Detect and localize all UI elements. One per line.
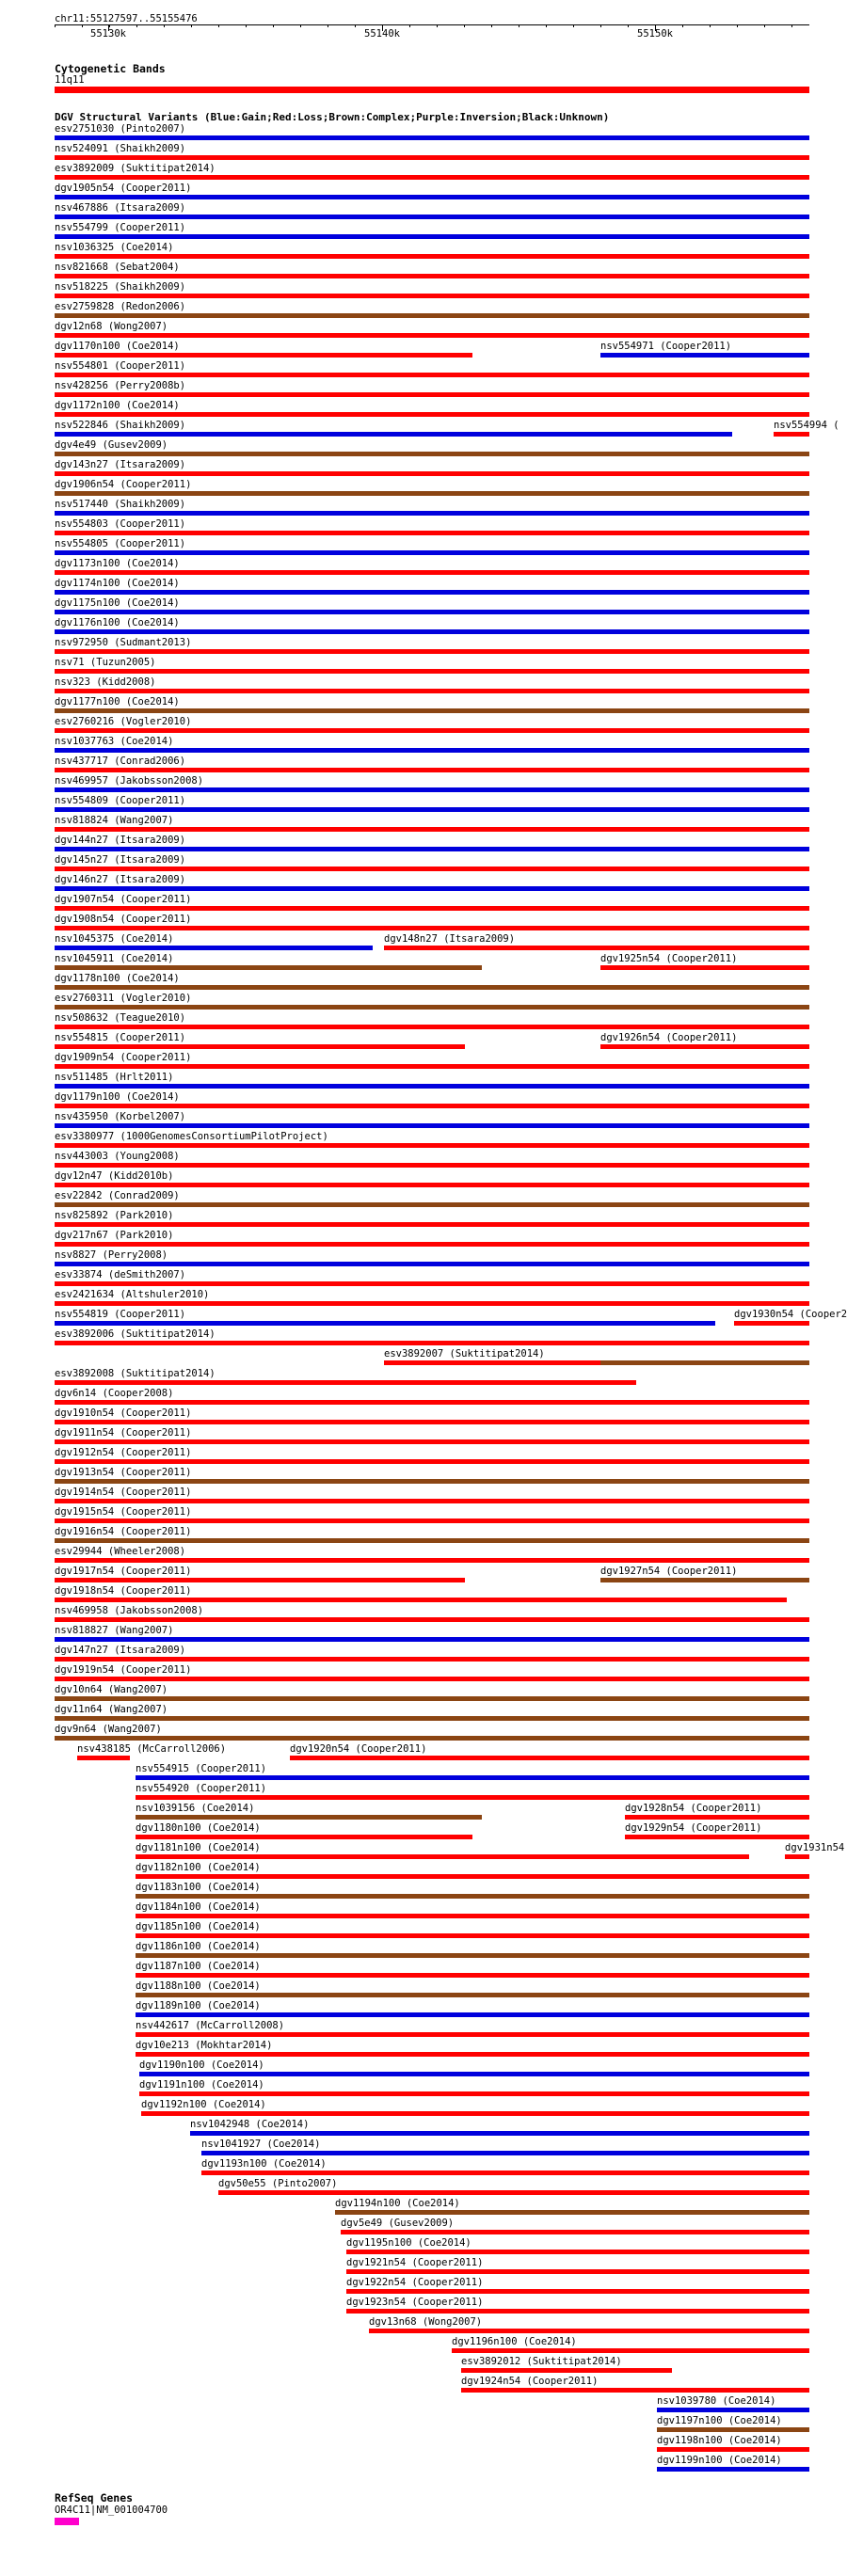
sv-label: dgv1927n54 (Cooper2011) xyxy=(600,1566,738,1577)
sv-bar[interactable] xyxy=(55,353,472,358)
sv-bar[interactable] xyxy=(774,432,809,437)
sv-bar[interactable] xyxy=(55,294,809,298)
sv-bar[interactable] xyxy=(218,2190,809,2195)
sv-label: nsv1039780 (Coe2014) xyxy=(657,2395,776,2407)
sv-label: dgv217n67 (Park2010) xyxy=(55,1230,174,1241)
sv-bar[interactable] xyxy=(734,1321,809,1326)
sv-bar[interactable] xyxy=(55,1183,809,1187)
sv-bar[interactable] xyxy=(55,1400,809,1405)
sv-bar[interactable] xyxy=(55,392,809,397)
sv-bar[interactable] xyxy=(55,1558,809,1563)
sv-bar[interactable] xyxy=(55,768,809,772)
sv-bar[interactable] xyxy=(55,965,482,970)
sv-label: dgv1921n54 (Cooper2011) xyxy=(346,2257,484,2268)
sv-bar[interactable] xyxy=(141,2111,809,2116)
sv-bar[interactable] xyxy=(55,333,809,338)
sv-bar[interactable] xyxy=(657,2467,809,2472)
sv-bar[interactable] xyxy=(55,807,809,812)
sv-label: nsv554809 (Cooper2011) xyxy=(55,795,186,806)
sv-label: nsv818824 (Wang2007) xyxy=(55,815,174,826)
sv-label: nsv518225 (Shaikh2009) xyxy=(55,281,186,293)
sv-label: nsv428256 (Perry2008b) xyxy=(55,380,186,391)
sv-track-title: DGV Structural Variants (Blue:Gain;Red:Loss;Brown:Complex;Purple:Inversion;Black:Unknown) xyxy=(55,111,610,123)
sv-bar[interactable] xyxy=(600,1578,809,1582)
sv-label: dgv1926n54 (Cooper2011) xyxy=(600,1032,738,1043)
ruler-minor-tick xyxy=(218,24,219,27)
ruler-minor-tick xyxy=(246,24,247,27)
sv-bar[interactable] xyxy=(55,570,809,575)
sv-bar[interactable] xyxy=(201,2171,809,2175)
sv-bar[interactable] xyxy=(55,847,809,851)
sv-bar[interactable] xyxy=(55,1202,809,1207)
sv-label: dgv1199n100 (Coe2014) xyxy=(657,2455,782,2466)
sv-bar[interactable] xyxy=(55,1657,809,1662)
sv-label: nsv435950 (Korbel2007) xyxy=(55,1111,186,1122)
sv-label: dgv13n68 (Wong2007) xyxy=(369,2316,483,2328)
sv-bar[interactable] xyxy=(55,1321,715,1326)
ruler-minor-tick xyxy=(628,24,629,27)
sv-bar[interactable] xyxy=(136,1815,482,1820)
sv-label: dgv1919n54 (Cooper2011) xyxy=(55,1664,192,1676)
sv-bar[interactable] xyxy=(55,1341,809,1345)
refseq-gene-bar[interactable] xyxy=(55,2518,79,2525)
sv-bar[interactable] xyxy=(55,1578,465,1582)
sv-label: dgv1184n100 (Coe2014) xyxy=(136,1901,261,1913)
refseq-gene-label: OR4C11|NM_001004700 xyxy=(55,2504,168,2516)
sv-bar[interactable] xyxy=(55,471,809,476)
sv-label: dgv1916n54 (Cooper2011) xyxy=(55,1526,192,1537)
sv-label: dgv1191n100 (Coe2014) xyxy=(139,2079,264,2091)
sv-label: dgv6n14 (Cooper2008) xyxy=(55,1388,174,1399)
ruler-minor-tick xyxy=(546,24,547,27)
sv-label: esv2751030 (Pinto2007) xyxy=(55,123,186,135)
sv-bar[interactable] xyxy=(55,432,732,437)
sv-bar[interactable] xyxy=(136,1894,809,1899)
sv-label: dgv1922n54 (Cooper2011) xyxy=(346,2277,484,2288)
sv-bar[interactable] xyxy=(55,926,809,930)
sv-label: nsv554803 (Cooper2011) xyxy=(55,518,186,530)
sv-label: dgv1915n54 (Cooper2011) xyxy=(55,1506,192,1518)
sv-bar[interactable] xyxy=(55,234,809,239)
sv-bar[interactable] xyxy=(55,491,809,496)
sv-bar[interactable] xyxy=(346,2309,809,2314)
sv-label: dgv1178n100 (Coe2014) xyxy=(55,973,180,984)
sv-bar[interactable] xyxy=(55,906,809,911)
sv-bar[interactable] xyxy=(55,1104,809,1108)
sv-bar[interactable] xyxy=(55,985,809,990)
sv-label: dgv5e49 (Gusev2009) xyxy=(341,2218,455,2229)
sv-label: dgv1196n100 (Coe2014) xyxy=(452,2336,577,2347)
sv-bar[interactable] xyxy=(136,1914,809,1918)
sv-bar[interactable] xyxy=(55,274,809,278)
sv-label: dgv12n68 (Wong2007) xyxy=(55,321,168,332)
sv-label: esv33874 (deSmith2007) xyxy=(55,1269,186,1280)
sv-bar[interactable] xyxy=(55,689,809,693)
sv-label: dgv50e55 (Pinto2007) xyxy=(218,2178,338,2189)
sv-bar[interactable] xyxy=(785,1854,809,1859)
sv-label: nsv972950 (Sudmant2013) xyxy=(55,637,192,648)
ruler-minor-tick xyxy=(300,24,301,27)
sv-bar[interactable] xyxy=(55,1538,809,1543)
sv-label: dgv1909n54 (Cooper2011) xyxy=(55,1052,192,1063)
sv-bar[interactable] xyxy=(657,2427,809,2432)
ruler-minor-tick xyxy=(191,24,192,27)
sv-bar[interactable] xyxy=(55,1479,809,1484)
sv-label: esv3892006 (Suktitipat2014) xyxy=(55,1328,216,1340)
ruler-minor-tick xyxy=(437,24,438,27)
sv-label: dgv1906n54 (Cooper2011) xyxy=(55,479,192,490)
sv-bar[interactable] xyxy=(55,1281,809,1286)
sv-label: nsv469958 (Jakobsson2008) xyxy=(55,1605,204,1616)
sv-bar[interactable] xyxy=(55,827,809,832)
ruler-axis-line xyxy=(55,24,809,25)
sv-label: dgv1931n54 xyxy=(785,1842,845,1853)
sv-label: dgv1173n100 (Coe2014) xyxy=(55,558,180,569)
sv-bar[interactable] xyxy=(55,610,809,614)
sv-bar[interactable] xyxy=(55,412,809,417)
sv-bar[interactable] xyxy=(55,1005,809,1010)
sv-bar[interactable] xyxy=(55,1598,787,1602)
sv-label: nsv1039156 (Coe2014) xyxy=(136,1803,255,1814)
sv-label: dgv1182n100 (Coe2014) xyxy=(136,1862,261,1873)
ruler-minor-tick xyxy=(164,24,165,27)
sv-bar[interactable] xyxy=(55,1677,809,1681)
sv-label: dgv1183n100 (Coe2014) xyxy=(136,1882,261,1893)
sv-label: dgv1911n54 (Cooper2011) xyxy=(55,1427,192,1439)
sv-bar[interactable] xyxy=(55,1222,809,1227)
sv-label: dgv1195n100 (Coe2014) xyxy=(346,2237,471,2249)
sv-label: dgv146n27 (Itsara2009) xyxy=(55,874,186,885)
sv-bar[interactable] xyxy=(461,2388,809,2393)
sv-label: dgv1188n100 (Coe2014) xyxy=(136,1980,261,1992)
sv-bar[interactable] xyxy=(55,1380,636,1385)
ruler-minor-tick xyxy=(737,24,738,27)
sv-label: dgv1181n100 (Coe2014) xyxy=(136,1842,261,1853)
sv-bar[interactable] xyxy=(55,1123,809,1128)
sv-label: esv2760311 (Vogler2010) xyxy=(55,993,192,1004)
sv-bar[interactable] xyxy=(55,886,809,891)
sv-bar[interactable] xyxy=(55,787,809,792)
sv-label: dgv10n64 (Wang2007) xyxy=(55,1684,168,1695)
sv-bar[interactable] xyxy=(55,1064,809,1069)
sv-bar[interactable] xyxy=(290,1756,809,1760)
sv-bar[interactable] xyxy=(55,1617,809,1622)
sv-label: nsv524091 (Shaikh2009) xyxy=(55,143,186,154)
sv-bar[interactable] xyxy=(55,313,809,318)
sv-bar[interactable] xyxy=(136,2052,809,2057)
sv-label: esv3380977 (1000GenomesConsortiumPilotProject) xyxy=(55,1131,328,1142)
sv-bar[interactable] xyxy=(55,155,809,160)
sv-label: esv22842 (Conrad2009) xyxy=(55,1190,180,1201)
sv-label: nsv517440 (Shaikh2009) xyxy=(55,499,186,510)
sv-bar[interactable] xyxy=(55,511,809,516)
sv-bar[interactable] xyxy=(77,1756,130,1760)
sv-bar[interactable] xyxy=(136,1874,809,1879)
sv-bar[interactable] xyxy=(136,2012,809,2017)
sv-label: dgv1198n100 (Coe2014) xyxy=(657,2435,782,2446)
sv-label: nsv554915 (Cooper2011) xyxy=(136,1763,267,1774)
ruler-tick-label: 55130k xyxy=(90,28,126,40)
sv-bar[interactable] xyxy=(341,2230,809,2234)
sv-label: dgv12n47 (Kidd2010b) xyxy=(55,1170,174,1182)
sv-bar[interactable] xyxy=(600,965,809,970)
sv-bar[interactable] xyxy=(55,1519,809,1523)
sv-bar[interactable] xyxy=(384,946,809,950)
sv-label: dgv1186n100 (Coe2014) xyxy=(136,1941,261,1952)
sv-label: dgv144n27 (Itsara2009) xyxy=(55,835,186,846)
sv-label: esv3892007 (Suktitipat2014) xyxy=(384,1348,545,1360)
sv-label: dgv4e49 (Gusev2009) xyxy=(55,439,168,451)
sv-label: nsv1037763 (Coe2014) xyxy=(55,736,174,747)
sv-label: dgv143n27 (Itsara2009) xyxy=(55,459,186,470)
sv-bar[interactable] xyxy=(346,2250,809,2254)
sv-bar[interactable] xyxy=(139,2072,809,2076)
sv-label: dgv1923n54 (Cooper2011) xyxy=(346,2297,484,2308)
sv-bar[interactable] xyxy=(190,2131,809,2136)
sv-label: dgv1177n100 (Coe2014) xyxy=(55,696,180,708)
sv-bar[interactable] xyxy=(55,1716,809,1721)
sv-label: nsv323 (Kidd2008) xyxy=(55,676,156,688)
sv-label: nsv554805 (Cooper2011) xyxy=(55,538,186,549)
ruler-minor-tick xyxy=(273,24,274,27)
sv-bar[interactable] xyxy=(55,135,809,140)
region-label: chr11:55127597..55155476 xyxy=(55,13,198,24)
sv-bar[interactable] xyxy=(55,1262,809,1266)
sv-label: nsv1036325 (Coe2014) xyxy=(55,242,174,253)
sv-label: dgv1185n100 (Coe2014) xyxy=(136,1921,261,1932)
sv-label: dgv1918n54 (Cooper2011) xyxy=(55,1585,192,1597)
sv-label: esv3892008 (Suktitipat2014) xyxy=(55,1368,216,1379)
sv-bar[interactable] xyxy=(55,452,809,456)
sv-label: nsv825892 (Park2010) xyxy=(55,1210,174,1221)
sv-bar[interactable] xyxy=(136,1993,809,1997)
sv-bar[interactable] xyxy=(55,669,809,674)
sv-bar[interactable] xyxy=(55,1025,809,1029)
sv-bar[interactable] xyxy=(55,1242,809,1247)
sv-bar[interactable] xyxy=(55,728,809,733)
ruler-minor-tick xyxy=(82,24,83,27)
sv-bar[interactable] xyxy=(461,2368,672,2373)
sv-label: dgv1920n54 (Cooper2011) xyxy=(290,1743,427,1755)
sv-bar[interactable] xyxy=(201,2151,809,2155)
sv-label: dgv1172n100 (Coe2014) xyxy=(55,400,180,411)
sv-label: nsv522846 (Shaikh2009) xyxy=(55,420,186,431)
ruler-tick-label: 55150k xyxy=(637,28,673,40)
sv-bar[interactable] xyxy=(657,2408,809,2412)
sv-label: nsv554994 ( xyxy=(774,420,839,431)
sv-bar[interactable] xyxy=(55,1084,809,1089)
sv-label: dgv1179n100 (Coe2014) xyxy=(55,1091,180,1103)
sv-label: nsv467886 (Itsara2009) xyxy=(55,202,186,214)
sv-label: dgv11n64 (Wang2007) xyxy=(55,1704,168,1715)
sv-label: dgv145n27 (Itsara2009) xyxy=(55,854,186,866)
sv-label: dgv9n64 (Wang2007) xyxy=(55,1724,162,1735)
sv-bar[interactable] xyxy=(55,629,809,634)
sv-label: nsv554819 (Cooper2011) xyxy=(55,1309,186,1320)
ruler-minor-tick xyxy=(109,24,110,27)
sv-bar[interactable] xyxy=(136,1933,809,1938)
sv-label: nsv1045911 (Coe2014) xyxy=(55,953,174,964)
sv-label: nsv8827 (Perry2008) xyxy=(55,1249,168,1261)
sv-label: dgv1176n100 (Coe2014) xyxy=(55,617,180,628)
sv-bar[interactable] xyxy=(136,1835,472,1839)
sv-label: nsv554815 (Cooper2011) xyxy=(55,1032,186,1043)
ruler-minor-tick xyxy=(355,24,356,27)
ruler-minor-tick xyxy=(464,24,465,27)
sv-bar[interactable] xyxy=(55,175,809,180)
sv-bar[interactable] xyxy=(55,1439,809,1444)
sv-label: esv3892012 (Suktitipat2014) xyxy=(461,2356,622,2367)
sv-bar[interactable] xyxy=(136,1854,749,1859)
sv-label: dgv1928n54 (Cooper2011) xyxy=(625,1803,762,1814)
sv-label: dgv1929n54 (Cooper2011) xyxy=(625,1822,762,1834)
ruler-minor-tick xyxy=(600,24,601,27)
sv-label: nsv469957 (Jakobsson2008) xyxy=(55,775,204,787)
sv-bar[interactable] xyxy=(452,2348,809,2353)
sv-label: dgv1924n54 (Cooper2011) xyxy=(461,2376,599,2387)
sv-label: dgv1910n54 (Cooper2011) xyxy=(55,1407,192,1419)
sv-label: esv3892009 (Suktitipat2014) xyxy=(55,163,216,174)
sv-bar[interactable] xyxy=(657,2447,809,2452)
sv-bar[interactable] xyxy=(55,550,809,555)
sv-bar[interactable] xyxy=(600,1044,809,1049)
sv-bar[interactable] xyxy=(55,215,809,219)
sv-label: esv2421634 (Altshuler2010) xyxy=(55,1289,210,1300)
sv-label: dgv1914n54 (Cooper2011) xyxy=(55,1487,192,1498)
sv-label: nsv554920 (Cooper2011) xyxy=(136,1783,267,1794)
sv-label: dgv148n27 (Itsara2009) xyxy=(384,933,516,945)
sv-bar[interactable] xyxy=(136,1795,809,1800)
sv-label: dgv1917n54 (Cooper2011) xyxy=(55,1566,192,1577)
sv-bar[interactable] xyxy=(55,254,809,259)
sv-label: dgv1175n100 (Coe2014) xyxy=(55,597,180,609)
sv-label: nsv71 (Tuzun2005) xyxy=(55,657,156,668)
refseq-track-title: RefSeq Genes xyxy=(55,2491,134,2504)
sv-bar[interactable] xyxy=(55,708,809,713)
sv-bar[interactable] xyxy=(55,1459,809,1464)
ruler-minor-tick xyxy=(136,24,137,27)
sv-bar[interactable] xyxy=(625,1815,809,1820)
sv-label: nsv818827 (Wang2007) xyxy=(55,1625,174,1636)
sv-bar[interactable] xyxy=(136,1775,809,1780)
sv-bar[interactable] xyxy=(600,353,809,358)
sv-bar[interactable] xyxy=(55,867,809,871)
sv-label: dgv1197n100 (Coe2014) xyxy=(657,2415,782,2426)
ruler-minor-tick xyxy=(710,24,711,27)
sv-label: nsv508632 (Teague2010) xyxy=(55,1012,186,1024)
sv-label: nsv437717 (Conrad2006) xyxy=(55,755,186,767)
ruler-minor-tick xyxy=(491,24,492,27)
sv-label: nsv438185 (McCarroll2006) xyxy=(77,1743,227,1755)
sv-bar[interactable] xyxy=(55,1301,809,1306)
sv-label: nsv442617 (McCarroll2008) xyxy=(136,2020,285,2031)
sv-bar[interactable] xyxy=(55,195,809,199)
sv-label: dgv1190n100 (Coe2014) xyxy=(139,2059,264,2071)
sv-label: nsv1041927 (Coe2014) xyxy=(201,2139,321,2150)
cytoband-label: 11q11 xyxy=(55,74,85,86)
sv-bar[interactable] xyxy=(55,1499,809,1503)
sv-bar[interactable] xyxy=(55,1143,809,1148)
sv-label: dgv1192n100 (Coe2014) xyxy=(141,2099,266,2110)
sv-bar[interactable] xyxy=(55,1163,809,1168)
sv-bar[interactable] xyxy=(335,2210,809,2215)
sv-bar[interactable] xyxy=(55,1696,809,1701)
sv-bar[interactable] xyxy=(346,2289,809,2294)
sv-bar[interactable] xyxy=(55,1420,809,1424)
sv-label: dgv147n27 (Itsara2009) xyxy=(55,1645,186,1656)
ruler-minor-tick xyxy=(409,24,410,27)
sv-bar[interactable] xyxy=(346,2269,809,2274)
sv-label: esv2759828 (Redon2006) xyxy=(55,301,186,312)
sv-label: esv2760216 (Vogler2010) xyxy=(55,716,192,727)
ruler-minor-tick xyxy=(764,24,765,27)
sv-bar[interactable] xyxy=(55,1044,465,1049)
sv-label: nsv1042948 (Coe2014) xyxy=(190,2119,310,2130)
sv-label: esv29944 (Wheeler2008) xyxy=(55,1546,186,1557)
sv-label: dgv1187n100 (Coe2014) xyxy=(136,1961,261,1972)
sv-label: nsv554801 (Cooper2011) xyxy=(55,360,186,372)
sv-bar[interactable] xyxy=(139,2091,809,2096)
sv-bar[interactable] xyxy=(55,531,809,535)
sv-bar[interactable] xyxy=(625,1835,809,1839)
sv-bar[interactable] xyxy=(55,373,809,377)
sv-bar[interactable] xyxy=(55,1736,809,1741)
sv-bar[interactable] xyxy=(369,2329,809,2333)
sv-label: dgv1905n54 (Cooper2011) xyxy=(55,183,192,194)
ruler-minor-tick xyxy=(791,24,792,27)
sv-bar[interactable] xyxy=(136,1953,809,1958)
sv-label: dgv1907n54 (Cooper2011) xyxy=(55,894,192,905)
sv-label: dgv1174n100 (Coe2014) xyxy=(55,578,180,589)
sv-label: nsv1045375 (Coe2014) xyxy=(55,933,174,945)
ruler-minor-tick xyxy=(55,24,56,27)
sv-bar[interactable] xyxy=(55,1637,809,1642)
sv-bar[interactable] xyxy=(55,748,809,753)
sv-label: nsv511485 (Hrlt2011) xyxy=(55,1072,174,1083)
sv-bar[interactable] xyxy=(600,1360,809,1365)
sv-bar[interactable] xyxy=(136,1973,809,1978)
sv-label: dgv10e213 (Mokhtar2014) xyxy=(136,2040,273,2051)
sv-label: dgv1913n54 (Cooper2011) xyxy=(55,1467,192,1478)
sv-label: dgv1193n100 (Coe2014) xyxy=(201,2158,327,2170)
ruler-tick-label: 55140k xyxy=(364,28,400,40)
ruler-minor-tick xyxy=(682,24,683,27)
sv-label: dgv1912n54 (Cooper2011) xyxy=(55,1447,192,1458)
sv-label: nsv554971 (Cooper2011) xyxy=(600,341,732,352)
cytoband-bar[interactable] xyxy=(55,87,809,93)
sv-label: dgv1930n54 (Cooper2 xyxy=(734,1309,847,1320)
sv-label: dgv1194n100 (Coe2014) xyxy=(335,2198,460,2209)
sv-bar[interactable] xyxy=(55,590,809,595)
ruler-minor-tick xyxy=(573,24,574,27)
sv-label: nsv821668 (Sebat2004) xyxy=(55,262,180,273)
sv-label: nsv443003 (Young2008) xyxy=(55,1151,180,1162)
cytoband-track-title: Cytogenetic Bands xyxy=(55,62,166,75)
sv-bar[interactable] xyxy=(55,946,373,950)
sv-label: dgv1908n54 (Cooper2011) xyxy=(55,914,192,925)
sv-label: dgv1925n54 (Cooper2011) xyxy=(600,953,738,964)
sv-label: dgv1189n100 (Coe2014) xyxy=(136,2000,261,2012)
sv-label: dgv1170n100 (Coe2014) xyxy=(55,341,180,352)
sv-label: nsv554799 (Cooper2011) xyxy=(55,222,186,233)
sv-bar[interactable] xyxy=(136,2032,809,2037)
sv-bar[interactable] xyxy=(55,649,809,654)
sv-label: dgv1180n100 (Coe2014) xyxy=(136,1822,261,1834)
